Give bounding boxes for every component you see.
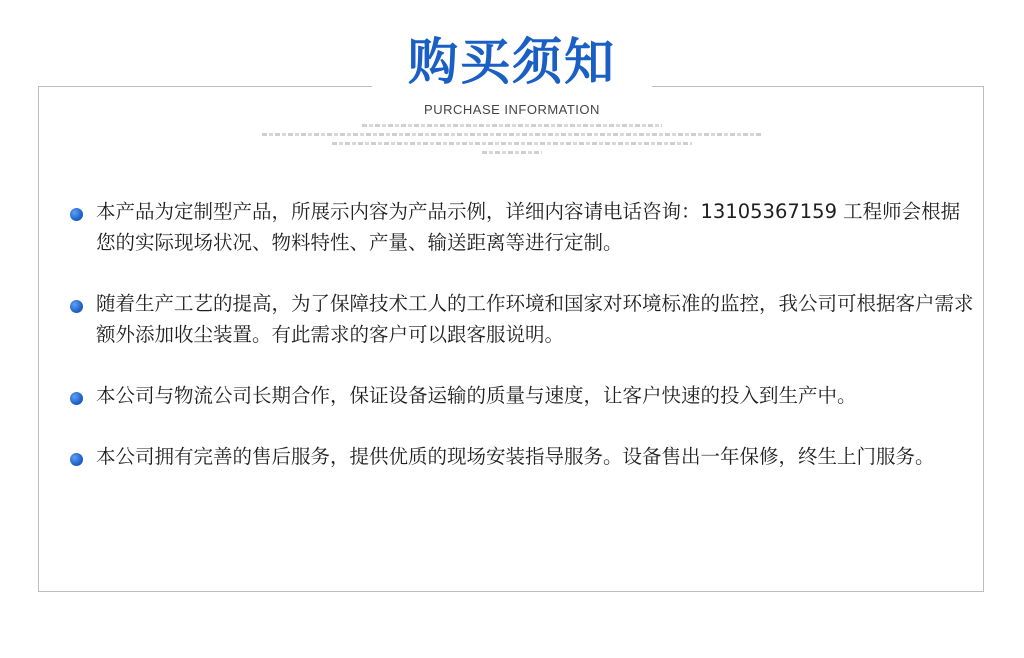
- page-subtitle: PURCHASE INFORMATION: [424, 102, 600, 117]
- decorative-line: [262, 133, 762, 136]
- decorative-line: [332, 142, 692, 145]
- list-item: [70, 380, 980, 411]
- bullet-dot-icon: [70, 392, 83, 405]
- page-title: 购买须知: [408, 33, 616, 91]
- list-item: [70, 288, 980, 350]
- list-item-text: 随着生产工艺的提高，为了保障技术工人的工作环境和国家对环境标准的监控，我公司可根据客户需求额外添加收尘装置。有此需求的客户可以跟客服说明。: [96, 292, 974, 346]
- decorative-line: [362, 124, 662, 127]
- list-item-text: 本公司与物流公司长期合作，保证设备运输的质量与速度，让客户快速的投入到生产中。: [96, 384, 857, 407]
- decorative-line: [482, 151, 542, 154]
- bullet-dot-icon: [70, 208, 83, 221]
- list-item: [70, 441, 980, 472]
- bullet-dot-icon: [70, 300, 83, 313]
- decorative-pattern: [250, 124, 774, 162]
- bullet-dot-icon: [70, 453, 83, 466]
- list-item: [70, 196, 980, 258]
- notice-list: [70, 196, 980, 502]
- list-item-text: 本产品为定制型产品，所展示内容为产品示例，详细内容请电话咨询：13105367159 工程师会根据您的实际现场状况、物料特性、产量、输送距离等进行定制。: [96, 200, 961, 254]
- list-item-text: 本公司拥有完善的售后服务，提供优质的现场安装指导服务。设备售出一年保修，终生上门服务。: [96, 445, 935, 468]
